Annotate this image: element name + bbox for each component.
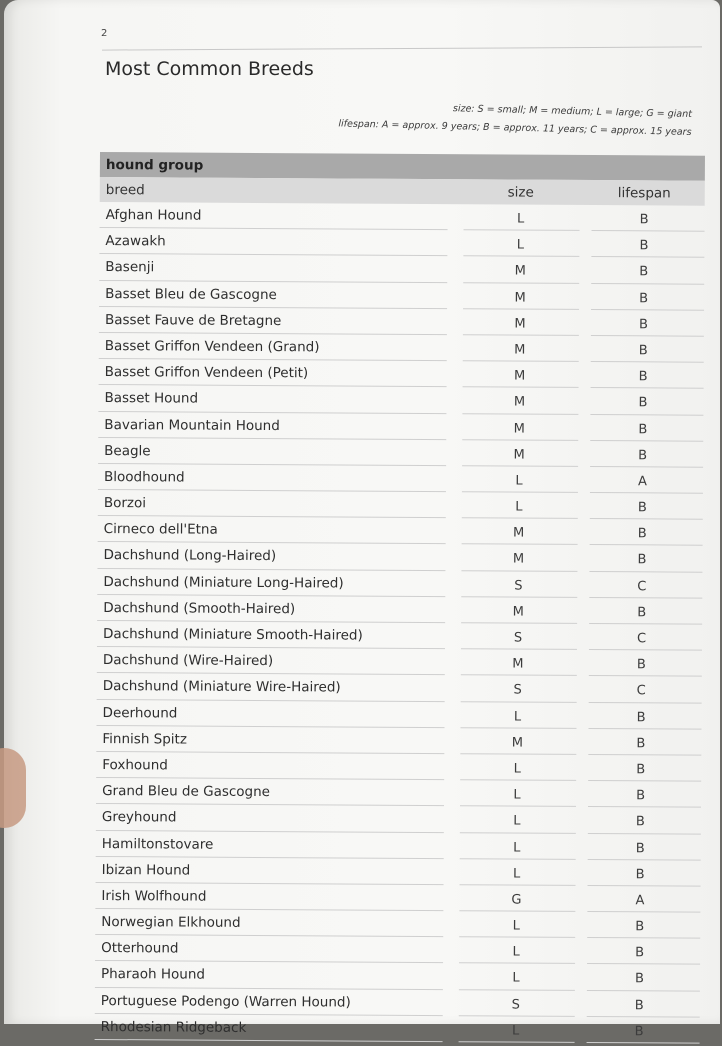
lifespan-cell: B bbox=[580, 703, 701, 730]
breed-cell: Hamiltonstovare bbox=[96, 830, 454, 858]
breed-cell: Borzoi bbox=[98, 490, 456, 518]
table-row bbox=[98, 516, 703, 546]
breed-cell: Irish Wolfhound bbox=[95, 883, 453, 911]
lifespan-cell: B bbox=[579, 938, 700, 965]
breed-cell: Deerhound bbox=[96, 700, 454, 728]
legend bbox=[338, 97, 692, 142]
size-cell: M bbox=[456, 414, 582, 441]
table-row bbox=[99, 307, 704, 337]
table-row bbox=[95, 961, 700, 991]
lifespan-cell: A bbox=[582, 467, 703, 494]
lifespan-cell: B bbox=[583, 336, 704, 363]
table-row bbox=[98, 385, 703, 415]
lifespan-cell: B bbox=[580, 781, 701, 808]
table-body bbox=[95, 202, 705, 1044]
breed-cell: Basset Hound bbox=[98, 385, 456, 413]
column-headers bbox=[100, 177, 705, 206]
breed-cell: Finnish Spitz bbox=[96, 726, 454, 754]
table-row bbox=[97, 569, 702, 599]
lifespan-cell: B bbox=[583, 310, 704, 337]
header-size: size bbox=[507, 184, 534, 201]
breed-cell: Bavarian Mountain Hound bbox=[98, 411, 456, 439]
breed-cell: Cirneco dell'Etna bbox=[98, 516, 456, 544]
size-cell: L bbox=[454, 702, 580, 729]
table-row bbox=[98, 464, 703, 494]
lifespan-cell: B bbox=[583, 231, 704, 258]
breed-cell: Portuguese Podengo (Warren Hound) bbox=[95, 988, 453, 1016]
table-row bbox=[96, 700, 701, 730]
lifespan-cell: B bbox=[581, 650, 702, 677]
breed-cell: Basset Fauve de Bretagne bbox=[99, 307, 457, 335]
size-cell: M bbox=[456, 518, 582, 545]
breed-cell: Otterhound bbox=[95, 935, 453, 963]
breed-cell: Basset Bleu de Gascogne bbox=[99, 281, 457, 309]
lifespan-cell: B bbox=[582, 519, 703, 546]
size-cell: L bbox=[453, 911, 579, 938]
table-row bbox=[96, 804, 701, 834]
breed-cell: Norwegian Elkhound bbox=[95, 909, 453, 937]
lifespan-cell: B bbox=[579, 991, 700, 1018]
page-title: Most Common Breeds bbox=[105, 58, 314, 80]
book-page bbox=[4, 0, 720, 1040]
legend-size: size: S = small; M = medium; L = large; G = giant bbox=[452, 103, 692, 120]
table-row bbox=[95, 988, 700, 1018]
breed-cell: Dachshund (Smooth-Haired) bbox=[97, 595, 455, 623]
breed-table bbox=[95, 152, 705, 1044]
page-number: 2 bbox=[101, 28, 108, 39]
breed-cell: Afghan Hound bbox=[100, 202, 458, 230]
size-cell: L bbox=[456, 492, 582, 519]
lifespan-cell: B bbox=[583, 362, 704, 389]
lifespan-cell: B bbox=[582, 388, 703, 415]
size-cell: M bbox=[457, 309, 583, 336]
breed-cell: Foxhound bbox=[96, 752, 454, 780]
size-cell: G bbox=[453, 885, 579, 912]
size-cell: L bbox=[453, 964, 579, 991]
size-cell: M bbox=[455, 649, 581, 676]
table-row bbox=[99, 228, 704, 258]
breed-cell: Dachshund (Miniature Smooth-Haired) bbox=[97, 621, 455, 649]
size-cell: M bbox=[455, 545, 581, 572]
table-row bbox=[97, 673, 702, 703]
size-cell: M bbox=[454, 728, 580, 755]
table-row bbox=[96, 752, 701, 782]
breed-cell: Basenji bbox=[99, 254, 457, 282]
lifespan-cell: B bbox=[580, 833, 701, 860]
table-row bbox=[99, 281, 704, 311]
breed-cell: Dachshund (Long-Haired) bbox=[97, 542, 455, 570]
table-row bbox=[98, 438, 703, 468]
size-cell: L bbox=[454, 806, 580, 833]
table-row bbox=[97, 542, 702, 572]
breed-cell: Grand Bleu de Gascogne bbox=[96, 778, 454, 806]
lifespan-cell: C bbox=[581, 624, 702, 651]
lifespan-cell: B bbox=[581, 545, 702, 572]
size-cell: M bbox=[457, 257, 583, 284]
size-cell: S bbox=[455, 676, 581, 703]
size-cell: L bbox=[456, 466, 582, 493]
lifespan-cell: B bbox=[582, 441, 703, 468]
top-rule bbox=[102, 46, 702, 50]
lifespan-cell: B bbox=[580, 860, 701, 887]
breed-cell: Basset Griffon Vendeen (Grand) bbox=[99, 333, 457, 361]
breed-cell: Rhodesian Ridgeback bbox=[95, 1014, 453, 1042]
breed-cell: Dachshund (Miniature Long-Haired) bbox=[97, 569, 455, 597]
size-cell: L bbox=[453, 937, 579, 964]
size-cell: M bbox=[457, 335, 583, 362]
lifespan-cell: B bbox=[583, 257, 704, 284]
lifespan-cell: B bbox=[580, 807, 701, 834]
table-row bbox=[96, 778, 701, 808]
size-cell: L bbox=[454, 859, 580, 886]
table-row bbox=[97, 595, 702, 625]
size-cell: L bbox=[457, 230, 583, 257]
table-row bbox=[99, 333, 704, 363]
size-cell: L bbox=[454, 833, 580, 860]
breed-cell: Bloodhound bbox=[98, 464, 456, 492]
lifespan-cell: B bbox=[580, 729, 701, 756]
lifespan-cell: C bbox=[581, 676, 702, 703]
group-header: hound group bbox=[100, 152, 705, 181]
table-row bbox=[95, 883, 700, 913]
size-cell: L bbox=[454, 754, 580, 781]
table-row bbox=[96, 830, 701, 860]
table-row bbox=[97, 647, 702, 677]
lifespan-cell: B bbox=[580, 755, 701, 782]
size-cell: L bbox=[454, 780, 580, 807]
size-cell: L bbox=[453, 1016, 579, 1043]
size-cell: M bbox=[456, 387, 582, 414]
breed-cell: Basset Griffon Vendeen (Petit) bbox=[99, 359, 457, 387]
lifespan-cell: B bbox=[581, 598, 702, 625]
size-cell: S bbox=[455, 623, 581, 650]
table-row bbox=[96, 726, 701, 756]
lifespan-cell: C bbox=[581, 572, 702, 599]
breed-cell: Azawakh bbox=[99, 228, 457, 256]
size-cell: M bbox=[457, 361, 583, 388]
breed-cell: Dachshund (Miniature Wire-Haired) bbox=[97, 673, 455, 701]
table-row bbox=[95, 1014, 700, 1044]
lifespan-cell: B bbox=[579, 964, 700, 991]
breed-cell: Greyhound bbox=[96, 804, 454, 832]
table-row bbox=[99, 359, 704, 389]
lifespan-cell: A bbox=[579, 886, 700, 913]
table-row bbox=[95, 909, 700, 939]
breed-cell: Dachshund (Wire-Haired) bbox=[97, 647, 455, 675]
breed-cell: Ibizan Hound bbox=[96, 857, 454, 885]
size-cell: S bbox=[455, 571, 581, 598]
table-row bbox=[98, 411, 703, 441]
table-row bbox=[97, 621, 702, 651]
table-row bbox=[95, 935, 700, 965]
table-row bbox=[99, 254, 704, 284]
breed-cell: Beagle bbox=[98, 438, 456, 466]
header-lifespan: lifespan bbox=[617, 185, 671, 202]
table-row bbox=[96, 857, 701, 887]
table-row bbox=[98, 490, 703, 520]
table-row bbox=[100, 202, 705, 232]
lifespan-cell: B bbox=[579, 912, 700, 939]
lifespan-cell: B bbox=[579, 1017, 700, 1044]
lifespan-cell: B bbox=[583, 284, 704, 311]
header-breed: breed bbox=[105, 182, 145, 199]
breed-cell: Pharaoh Hound bbox=[95, 961, 453, 989]
lifespan-cell: B bbox=[582, 493, 703, 520]
size-cell: M bbox=[455, 597, 581, 624]
size-cell: S bbox=[453, 990, 579, 1017]
legend-lifespan: lifespan: A = approx. 9 years; B = approx. 11 years; C = approx. 15 years bbox=[338, 118, 692, 138]
thumb bbox=[0, 748, 26, 828]
size-cell: L bbox=[458, 204, 584, 231]
size-cell: M bbox=[457, 283, 583, 310]
lifespan-cell: B bbox=[582, 414, 703, 441]
lifespan-cell: B bbox=[584, 205, 705, 232]
size-cell: M bbox=[456, 440, 582, 467]
